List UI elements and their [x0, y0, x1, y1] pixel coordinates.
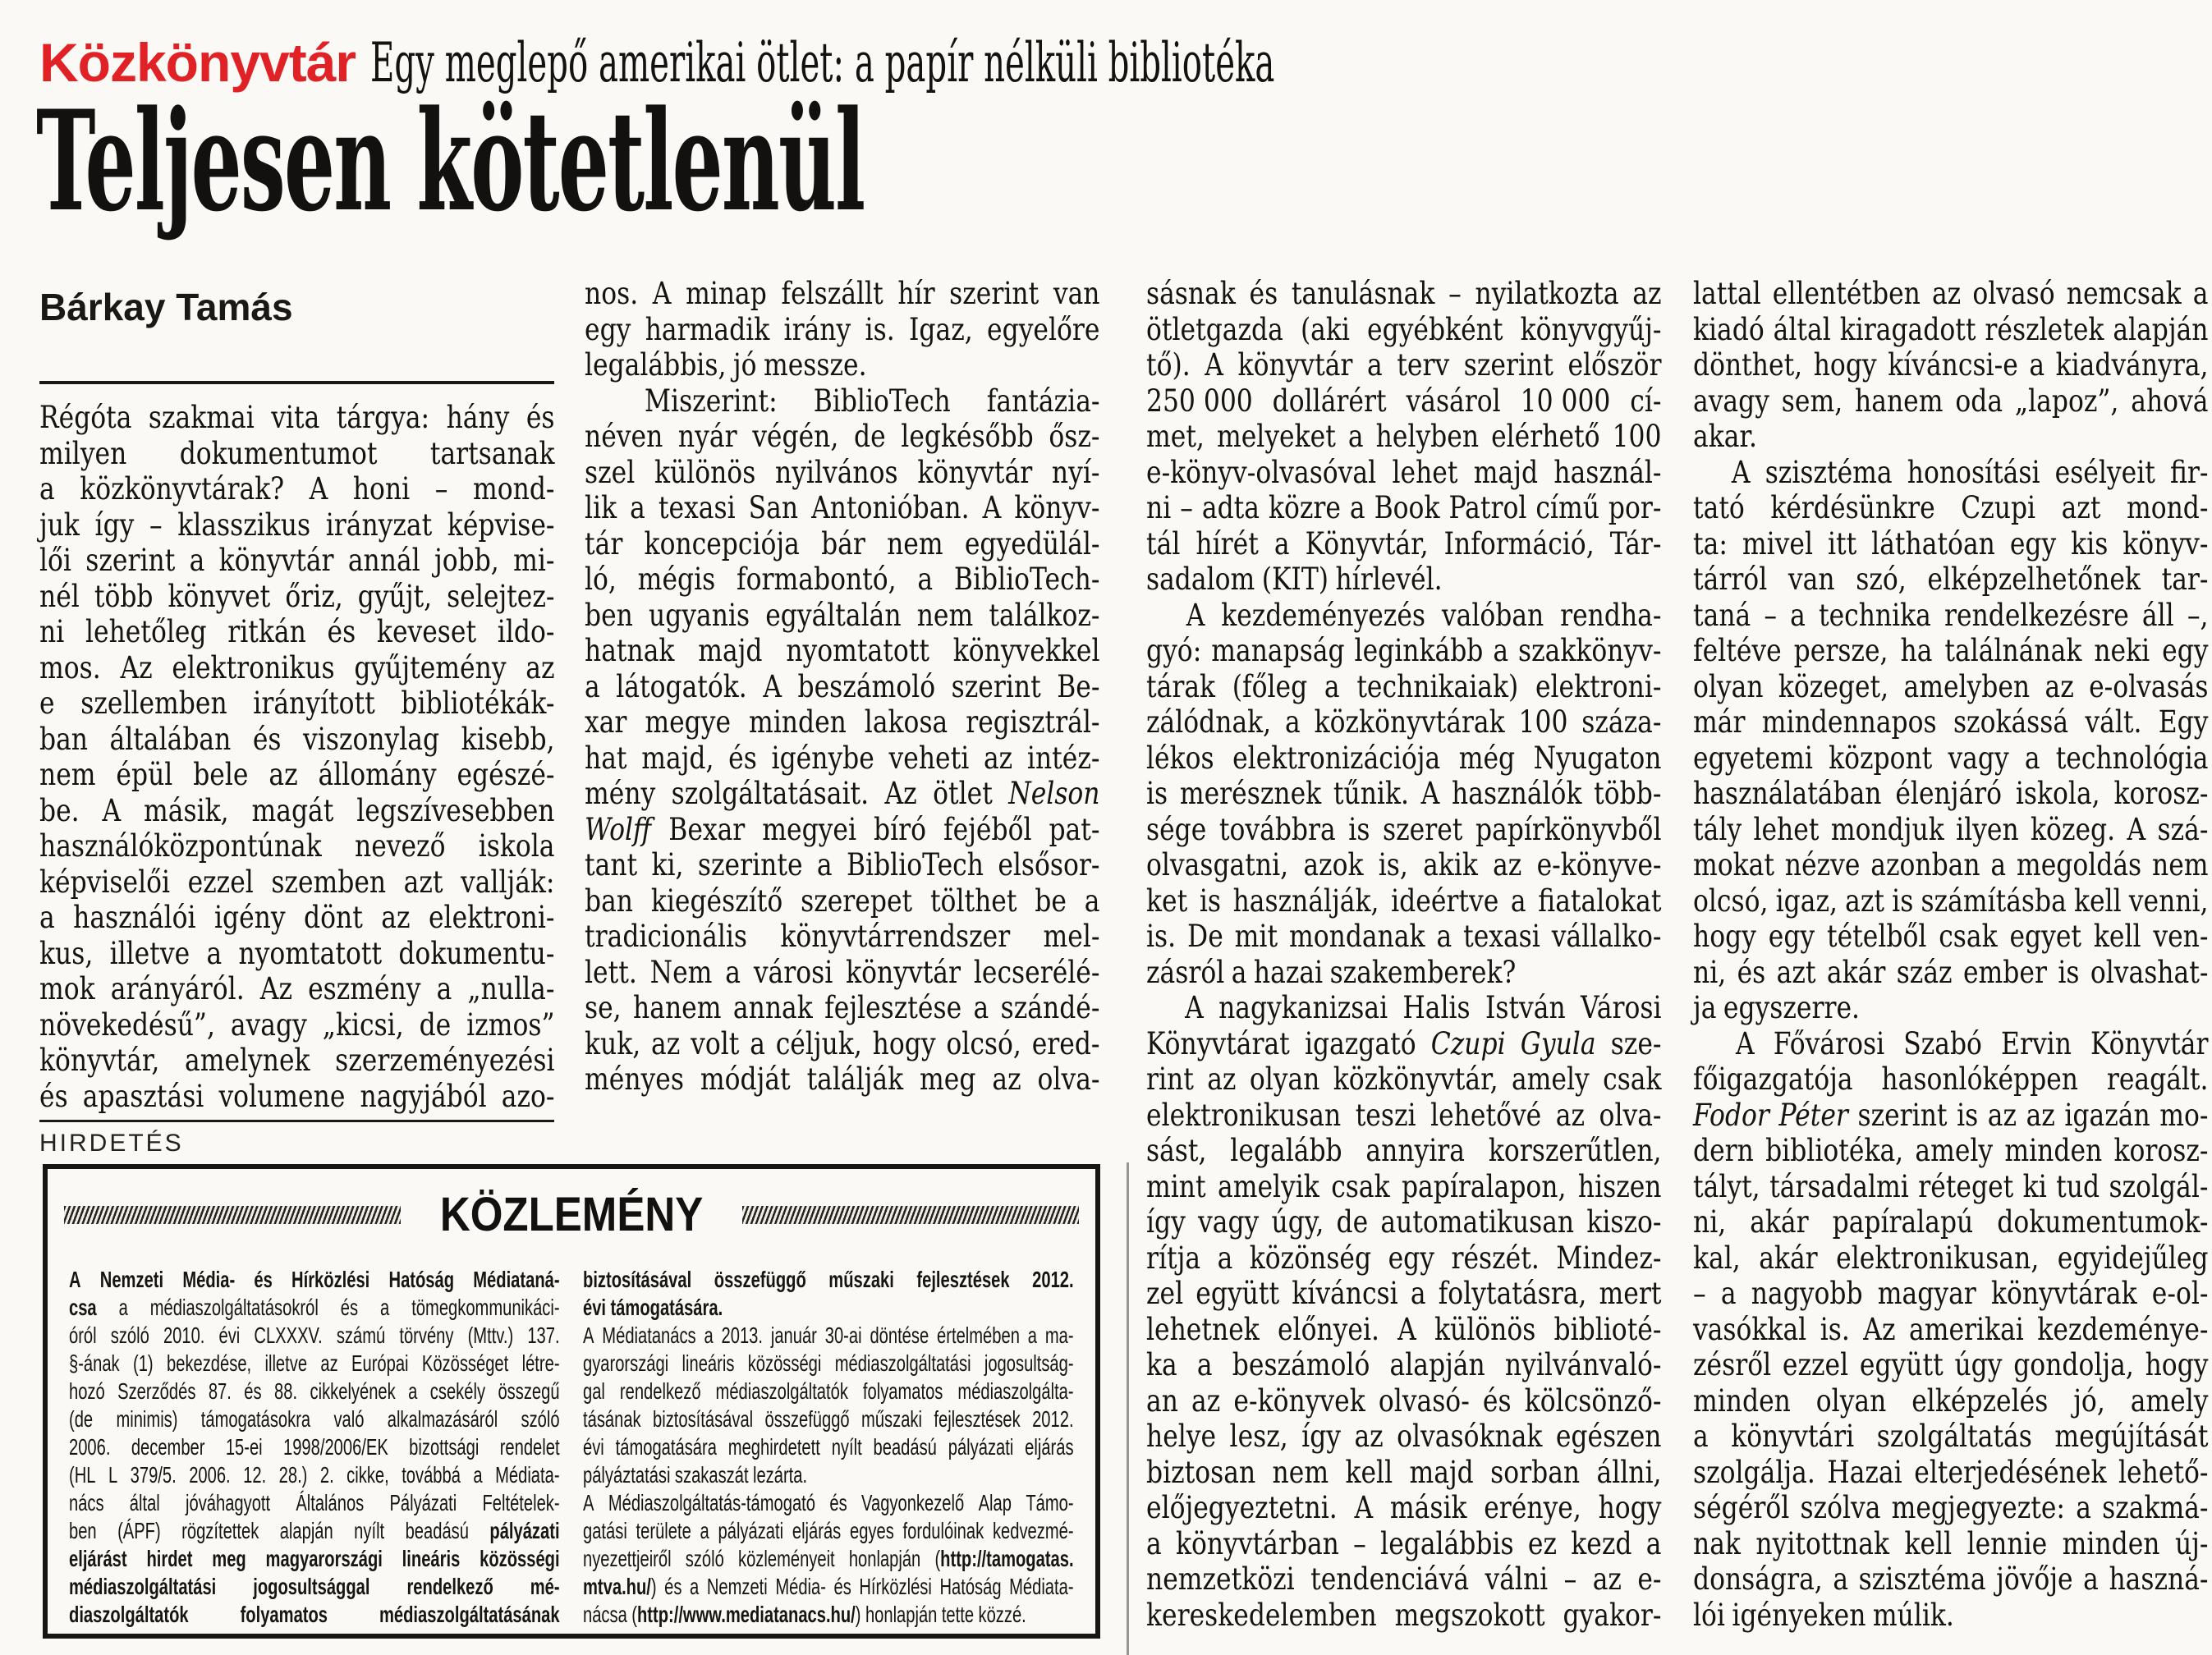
text-line: tárról van szó, elképzelhetőnek tar- — [1693, 562, 2209, 597]
text-line: e-könyv-olvasóval lehet majd használ- — [1146, 454, 1662, 490]
text-line: A Médiatanács a 2013. január 30-ai döntése értelmében a ma- — [583, 1323, 1074, 1348]
text-line: tályt, társadalmi réteget ki tud szolgál- — [1693, 1168, 2209, 1204]
text-line: (HL L 379/5. 2006. 12. 28.) 2. cikke, továbbá a Médiata- — [69, 1462, 560, 1488]
text-line: tály lehet mondjuk ilyen közeg. A szá- — [1693, 811, 2209, 847]
text-line: Régóta szakmai vita tárgya: hány és — [39, 400, 555, 435]
article-column-1 — [39, 400, 555, 1114]
text-line: ban kiegészítő szerepet tölthet be a — [585, 883, 1100, 919]
text-line: sást, legalább annyira korszerűtlen, — [1146, 1133, 1662, 1168]
notice-title: KÖZLEMÉNY — [439, 1188, 704, 1241]
text-line: ményes módját találják meg az olva- — [585, 1061, 1100, 1097]
text-line: sége továbbra is szeret papírkönyvből — [1146, 811, 1662, 847]
text-line: ni, akár papíralapú dokumentumok- — [1693, 1204, 2209, 1240]
text-line: met, melyeket a helyben elérhető 100 — [1146, 419, 1662, 454]
text-line: kus, illetve a nyomtatott dokumentu- — [39, 935, 555, 971]
text-line: ni, és azt akár száz ember is olvashat- — [1693, 954, 2209, 990]
text-line: helye lesz, így az olvasóknak egészen — [1146, 1419, 1662, 1454]
text-line: mtva.hu/) és a Nemzeti Média- és Hírközlési Hatóság Médiata- — [583, 1574, 1074, 1599]
text-line: hogy egy tételből csak egyet kell ven- — [1693, 919, 2209, 954]
text-line: a használói igény dönt az elektroni- — [39, 900, 555, 935]
text-line: tár koncepciója bár nem egyedülál- — [585, 525, 1100, 562]
kicker-label: Közkönyvtár — [39, 32, 356, 93]
paragraph-indent — [1146, 990, 1170, 1026]
text-line: zésről ezzel együtt úgy gondolja, hogy — [1693, 1347, 2209, 1382]
text-line: hatnak majd nyomtatott könyvekkel — [585, 633, 1100, 668]
text-line: néven nyár végén, de legkésőbb ősz- — [585, 419, 1100, 454]
text-line: főigazgatója hasonlóképpen reagált. — [1693, 1061, 2209, 1097]
text-line: A szisztéma honosítási esélyeit fir- — [1693, 455, 2209, 491]
article-column-4 — [1693, 276, 2209, 1633]
text-line: Miszerint: BiblioTech fantázia- — [585, 383, 1100, 419]
text-line: rint az olyan közkönyvtár, amely csak — [1146, 1061, 1662, 1097]
text-line: lattal ellentétben az olvasó nemcsak a — [1693, 276, 2209, 311]
text-line: ban általában és viszonylag kisebb, — [39, 721, 555, 757]
text-line: an az e-könyvek olvasó- és kölcsönző- — [1146, 1382, 1662, 1419]
text-line: így vagy úgy, de automatikusan kiszo- — [1146, 1204, 1662, 1240]
text-line: lehetnek előnyei. A különös biblioté- — [1146, 1311, 1662, 1347]
article-column-3 — [1146, 276, 1662, 1633]
text-line: gyarországi lineáris közösségi médiaszolgáltatási jogosultság- — [583, 1350, 1074, 1376]
text-line: egyetemi központ vagy a technológia — [1693, 740, 2209, 776]
text-line: évi támogatására meghirdetett nyílt beadású pályázati eljárás — [583, 1434, 1074, 1460]
text-line: már mindennapos szokássá vált. Egy — [1693, 704, 2209, 740]
text-line: ben ugyanis egyáltalán nem találkoz- — [585, 597, 1100, 633]
text-line: használóközpontúnak nevező iskola — [39, 828, 555, 864]
text-line: se, hanem annak fejlesztése a szándé- — [585, 990, 1100, 1025]
text-line: §-ának (1) bekezdése, illetve az Európai Közösséget létre- — [69, 1350, 560, 1376]
text-line: hozó Szerződés 87. és 88. cikkelyének a csekély összegű — [69, 1378, 560, 1404]
text-line: be. A másik, magát legszívesebben — [39, 792, 555, 828]
paragraph-indent — [1693, 1026, 1717, 1062]
text-line: (de minimis) támogatásokra való alkalmazásáról szóló — [69, 1406, 560, 1432]
text-line: avagy sem, hanem oda „lapoz”, ahová — [1693, 383, 2209, 419]
text-line: nem épül bele az állomány egészé- — [39, 757, 555, 792]
text-line: donságra, a szisztéma jövője a haszná- — [1693, 1561, 2209, 1597]
text-line: lett. Nem a városi könyvtár lecserélé- — [585, 954, 1100, 990]
text-line: Könyvtárat igazgató Czupi Gyula sze- — [1146, 1025, 1662, 1061]
text-line: mos. Az elektronikus gyűjtemény az — [39, 649, 555, 685]
text-line: a látogatók. A beszámoló szerint Be- — [585, 668, 1100, 704]
text-line: tő). A könyvtár a terv szerint először — [1146, 347, 1662, 383]
text-line: olyan közeget, amelyben az e-olvasás — [1693, 668, 2209, 704]
text-line: ségéről szólva megjegyezte: a szakmá- — [1693, 1490, 2209, 1525]
text-line: ni – adta közre a Book Patrol című por- — [1146, 490, 1662, 525]
text-line: milyen dokumentumot tartsanak — [39, 435, 555, 471]
kicker-text: Egy meglepő amerikai ötlet: a papír nélküli bibliotéka — [370, 31, 1275, 94]
text-line: és apasztási volumene nagyjából azo- — [39, 1078, 555, 1114]
text-line: nács által jóváhagyott Általános Pályázati Feltételek- — [69, 1490, 560, 1515]
text-line: mint amelyik csak papíralapon, hiszen — [1146, 1168, 1662, 1204]
text-line: nél több könyvet őriz, gyűjt, selejtez- — [39, 578, 555, 614]
text-line: képviselői ezzel szemben azt vallják: — [39, 864, 555, 900]
text-line: tató kérdésünkre Czupi azt mond- — [1693, 490, 2209, 525]
text-line: sásnak és tanulásnak – nyilatkozta az — [1146, 276, 1662, 311]
text-line: legalábbis, jó messze. — [585, 347, 867, 383]
text-line: nácsa (http://www.mediatanacs.hu/) honlapján tette közzé. — [583, 1602, 1026, 1627]
text-line: ta: mivel itt láthatóan egy kis könyv- — [1693, 525, 2209, 562]
text-line: a közkönyvtárak? A honi – mond- — [39, 471, 555, 507]
notice-title-row — [64, 1187, 1079, 1242]
notice-box — [43, 1164, 1100, 1639]
text-line: mokat nézve azonban a megoldás nem — [1693, 847, 2209, 883]
advert-section-label: HIRDETÉS — [39, 1130, 184, 1157]
text-line: xar megye minden lakosa regisztrál- — [585, 704, 1100, 740]
text-line: taná – a technika rendelkezésre áll –, — [1693, 597, 2209, 633]
text-line: juk így – klasszikus irányzat képvise- — [39, 507, 555, 543]
text-line: 2006. december 15-ei 1998/2006/EK bizottsági rendelet — [69, 1434, 560, 1460]
text-line: hat majd, és igénybe veheti az intéz- — [585, 740, 1100, 776]
text-line: gal rendelkező médiaszolgáltatók folyamatos médiaszolgálta- — [583, 1378, 1074, 1404]
text-line: Fodor Péter szerint is az az igazán mo- — [1693, 1097, 2209, 1133]
text-line: akar. — [1693, 419, 1757, 454]
text-line: tárak (főleg a technikaiak) elektroni- — [1146, 668, 1662, 704]
text-line: kal, akár elektronikusan, egyidejűleg — [1693, 1240, 2209, 1276]
text-line: A Fővárosi Szabó Ervin Könyvtár — [1693, 1026, 2209, 1062]
text-line: sadalom (KIT) hírlevél. — [1146, 562, 1443, 597]
text-line: kiadó által kiragadott részletek alapján — [1693, 311, 2209, 347]
text-line: gyó: manapság leginkább a szakkönyv- — [1146, 633, 1662, 668]
text-line: Wolff Bexar megyei bíró fejéből pat- — [585, 811, 1100, 847]
text-line: kereskedelemben megszokott gyakor- — [1146, 1597, 1662, 1633]
text-line: ket is használják, ideértve a fiatalokat — [1146, 883, 1662, 919]
text-line: is merésznek tűnik. A használók több- — [1146, 776, 1662, 811]
advert-divider — [39, 1120, 554, 1122]
text-line: mény szolgáltatásait. Az ötlet Nelson — [585, 776, 1100, 811]
text-line: lékos elektronizációja még Nyugaton — [1146, 740, 1662, 776]
headline: Teljesen kötetlenül — [36, 80, 865, 242]
text-line: egy harmadik irány is. Igaz, egyelőre — [585, 311, 1100, 347]
text-line: ben (ÁPF) rögzítettek alapján nyílt beadású pályázati — [69, 1518, 560, 1543]
text-line: zálódnak, a közkönyvtárak 100 száza- — [1146, 704, 1662, 740]
article-column-2 — [585, 276, 1100, 1098]
byline-divider — [39, 381, 554, 384]
hatch-bar-left — [64, 1206, 401, 1224]
text-line: zásról a hazai szakemberek? — [1146, 954, 1517, 990]
text-line: eljárást hirdet meg magyarországi lineáris közösségi — [69, 1546, 560, 1571]
text-line: elektronikusan teszi lehetővé az olva- — [1146, 1097, 1662, 1133]
text-line: szel különös nyilvános könyvtár nyí- — [585, 454, 1100, 490]
text-line: dern bibliotéka, amely minden korosz- — [1693, 1133, 2209, 1168]
byline: Bárkay Tamás — [39, 286, 293, 328]
text-line: pályáztatási szakaszát lezárta. — [583, 1462, 808, 1488]
text-line: használatában élenjáró iskola, korosz- — [1693, 776, 2209, 811]
text-line: nos. A minap felszállt hír szerint van — [585, 276, 1100, 311]
text-line: tant ki, szerinte a BiblioTech elsősor- — [585, 847, 1100, 883]
text-line: szolgálja. Hazai elterjedésének lehető- — [1693, 1454, 2209, 1490]
text-line: rítja a közönség egy részét. Mindez- — [1146, 1240, 1662, 1276]
paragraph-indent — [1693, 455, 1717, 491]
text-line: ni lehetőleg ritkán és keveset ildo- — [39, 614, 555, 649]
text-line: tradicionális könyvtárrendszer mel- — [585, 919, 1100, 954]
text-line: tásának biztosításával összefüggő műszaki fejlesztések 2012. — [583, 1406, 1074, 1432]
text-line: A kezdeményezés valóban rendha- — [1146, 598, 1662, 634]
text-line: A Nemzeti Média- és Hírközlési Hatóság Médiataná- — [69, 1267, 560, 1292]
text-line: csa a médiaszolgáltatásokról és a tömegkommunikáci- — [69, 1295, 560, 1320]
text-line: ló, mégis formabontó, a BiblioTech- — [585, 562, 1100, 597]
text-line: óról szóló 2010. évi CLXXXV. számú törvény (Mttv.) 137. — [69, 1323, 560, 1348]
text-line: 250 000 dollárért vásárol 10 000 cí- — [1146, 383, 1662, 419]
text-line: a könyvtári szolgáltatás megújítását — [1693, 1419, 2209, 1454]
text-line: nak nyitottnak kell lennie minden új- — [1693, 1525, 2209, 1561]
text-line: A nagykanizsai Halis István Városi — [1146, 990, 1662, 1026]
text-line: növekedésű”, avagy „kicsi, de izmos” — [39, 1006, 555, 1043]
text-line: feltéve persze, ha találnának neki egy — [1693, 633, 2209, 668]
text-line: ka a beszámoló alapján nyilvánvaló- — [1146, 1347, 1662, 1382]
notice-column-1 — [69, 1266, 560, 1629]
paragraph-indent — [585, 383, 608, 419]
text-line: zel együtt kíváncsi a folytatásra, mert — [1146, 1276, 1662, 1311]
text-line: a könyvtárban – legalábbis ez kezd a — [1146, 1525, 1662, 1561]
text-line: mok arányáról. Az eszmény a „nulla- — [39, 971, 555, 1006]
text-line: ja egyszerre. — [1693, 990, 1861, 1025]
text-line: előjegyeztetni. A másik erénye, hogy — [1146, 1490, 1662, 1525]
text-line: évi támogatására. — [583, 1295, 723, 1320]
text-line: dönthet, hogy kíváncsi-e a kiadványra, — [1693, 347, 2209, 383]
paragraph-indent — [1146, 598, 1170, 634]
text-line: biztosításával összefüggő műszaki fejlesztések 2012. — [583, 1267, 1074, 1292]
text-line: ötletgazda (aki egyébként könyvgyűj- — [1146, 311, 1662, 347]
notice-column-2 — [583, 1266, 1074, 1629]
text-line: lói igényeken múlik. — [1693, 1597, 1954, 1633]
text-line: – a nagyobb magyar könyvtárak e-ol- — [1693, 1276, 2209, 1311]
text-line: gatási területe a pályázati eljárás egyes fordulóinak kedvezmé- — [583, 1518, 1074, 1543]
text-line: könyvtár, amelynek szerzeményezési — [39, 1043, 555, 1078]
text-line: biztosan nem kell majd sorban állni, — [1146, 1454, 1662, 1490]
text-line: nemzetközi tendenciává válni – az e- — [1146, 1561, 1662, 1597]
text-line: A Médiaszolgáltatás-támogató és Vagyonkezelő Alap Támo- — [583, 1490, 1074, 1515]
text-line: diaszolgáltatók folyamatos médiaszolgáltatásának — [69, 1602, 560, 1627]
hatch-bar-right — [742, 1206, 1079, 1224]
text-line: médiaszolgáltatási jogosultsággal rendelkező mé- — [69, 1574, 560, 1599]
text-line: kuk, az volt a céljuk, hogy olcsó, ered- — [585, 1025, 1100, 1061]
text-line: is. De mit mondanak a texasi vállalko- — [1146, 919, 1662, 954]
text-line: e szellemben irányított bibliotékák- — [39, 685, 555, 721]
text-line: minden olyan elképzelés jó, amely — [1693, 1382, 2209, 1419]
text-line: tál hírét a Könyvtár, Információ, Tár- — [1146, 525, 1662, 562]
text-line: olcsó, igaz, azt is számításba kell venni, — [1693, 883, 2209, 919]
text-line: olvasgatni, azok is, akik az e-könyve- — [1146, 847, 1662, 883]
text-line: vasókkal is. Az amerikai kezdeménye- — [1693, 1311, 2209, 1347]
text-line: nyezettjeiről szóló közleményeit honlapján (http://tamogatas. — [583, 1546, 1074, 1571]
text-line: lik a texasi San Antonióban. A könyv- — [585, 490, 1100, 525]
scan-artifact-line — [1127, 1162, 1129, 1655]
text-line: lői szerint a könyvtár annál jobb, mi- — [39, 543, 555, 578]
